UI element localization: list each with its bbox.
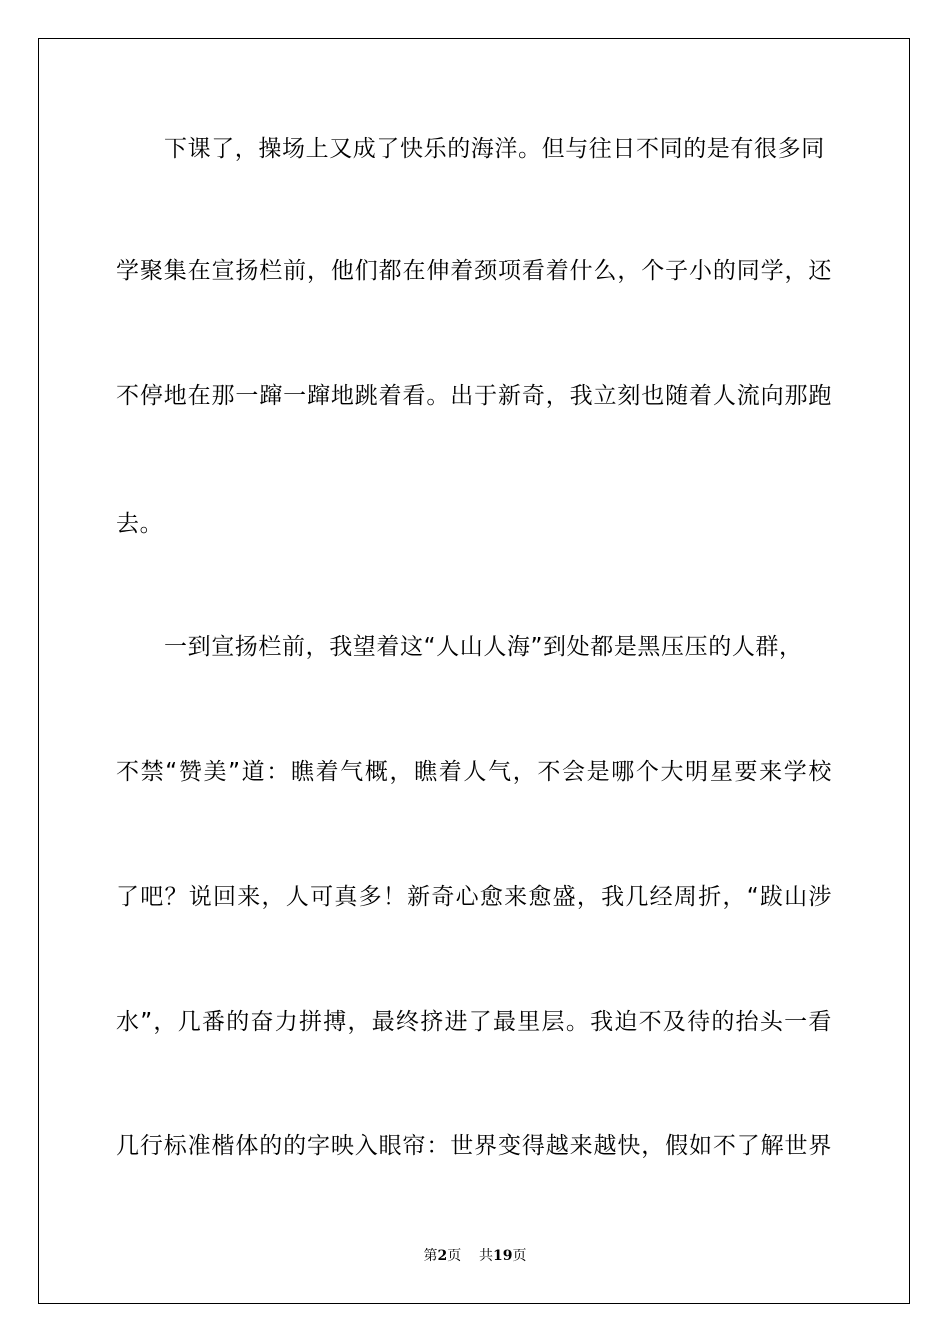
paragraph-1-line-4: 去。	[116, 511, 164, 537]
paragraph-2-line-4: 水”，几番的奋力拼搏，最终挤进了最里层。我迫不及待的抬头一看	[116, 1009, 832, 1035]
footer-total-number: 19	[493, 1248, 513, 1264]
paragraph-2-line-5: 几行标准楷体的的字映入眼帘：世界变得越来越快，假如不了解世界	[116, 1133, 832, 1159]
paragraph-1-line-2: 学聚集在宣扬栏前，他们都在伸着颈项看着什么，个子小的同学，还	[116, 258, 832, 284]
footer-page-suffix: 页	[447, 1248, 462, 1264]
footer-total-suffix: 页	[512, 1248, 527, 1264]
paragraph-2-line-1: 一到宣扬栏前，我望着这“人山人海”到处都是黑压压的人群，	[164, 634, 803, 660]
page-footer	[0, 1247, 950, 1265]
footer-page-number: 2	[437, 1248, 448, 1264]
footer-total-prefix: 共	[479, 1248, 494, 1264]
page-border	[38, 38, 910, 1304]
paragraph-2-line-2: 不禁“赞美”道：瞧着气概，瞧着人气，不会是哪个大明星要来学校	[116, 759, 832, 785]
paragraph-2-line-3: 了吧？说回来，人可真多！新奇心愈来愈盛，我几经周折，“跋山涉	[116, 884, 832, 910]
footer-page-prefix: 第	[423, 1248, 438, 1264]
paragraph-1-line-3: 不停地在那一蹿一蹿地跳着看。出于新奇，我立刻也随着人流向那跑	[116, 383, 832, 409]
paragraph-1-line-1: 下课了，操场上又成了快乐的海洋。但与往日不同的是有很多同	[164, 136, 825, 162]
